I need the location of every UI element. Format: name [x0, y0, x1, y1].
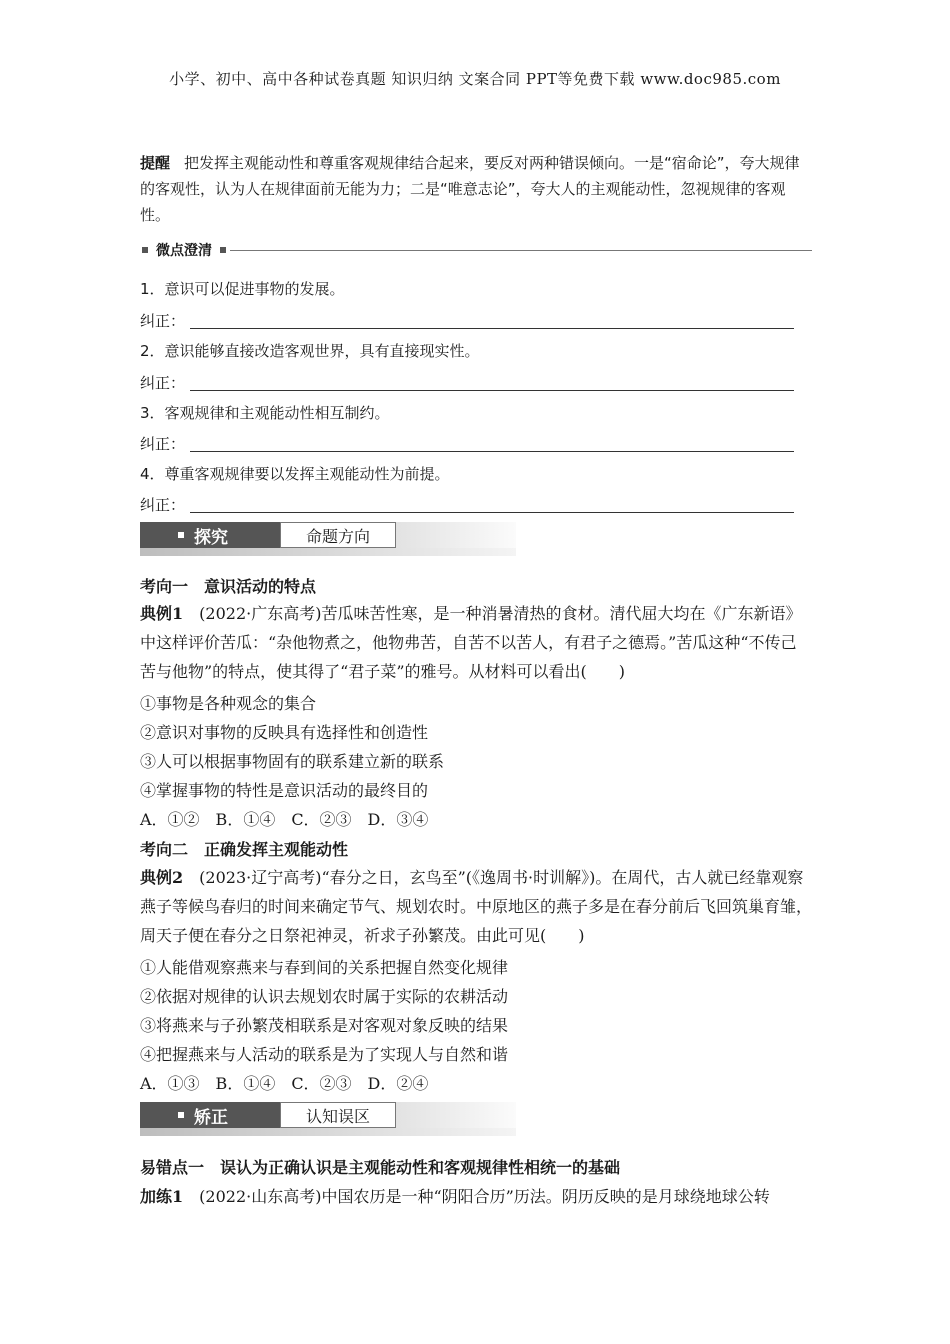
- example-1-option-1: ①事物是各种观念的集合: [140, 694, 317, 713]
- answer-line-1[interactable]: [190, 328, 794, 329]
- practice-1: [140, 1184, 820, 1207]
- banner-correct-sub: 认知误区: [280, 1102, 396, 1128]
- error-point-1-title: 易错点一 误认为正确认识是主观能动性和客观规律性相统一的基础: [140, 1158, 621, 1177]
- square-bullet-icon: [220, 247, 226, 253]
- example-2-option-2: ②依据对规律的认识去规划农时属于实际的农耕活动: [140, 987, 509, 1006]
- tip-paragraph: [140, 150, 812, 228]
- banner-explore-dark: [140, 522, 280, 548]
- example-2-option-3: ③将燕来与子孙繁茂相联系是对客观对象反映的结果: [140, 1016, 509, 1035]
- example-2-option-4: ④把握燕来与人活动的联系是为了实现人与自然和谐: [140, 1045, 509, 1064]
- square-bullet-icon: [178, 532, 184, 538]
- square-bullet-icon: [142, 247, 148, 253]
- banner-explore-sub: 命题方向: [280, 522, 396, 548]
- square-bullet-icon: [178, 1112, 184, 1118]
- banner-correct-title: 矫正: [194, 1107, 228, 1128]
- practice-1-label: 加练1: [140, 1187, 184, 1206]
- micro-item-3: 3．客观规律和主观能动性相互制约。: [140, 404, 390, 422]
- fix-label-2: 纠正：: [140, 374, 186, 392]
- example-2-text: (2023·辽宁高考)“春分之日，玄鸟至”(《逸周书·时训解》)。在周代，古人就已经靠观察燕子等候鸟春归的时间来确定节气、规划农时。中原地区的燕子多是在春分前后飞回筑巢育雏，周天子便在春分之日祭祀神灵，祈求子孙繁茂。由此可见( ): [140, 868, 813, 945]
- section-micro-clarify: [140, 240, 812, 260]
- practice-1-text: (2022·山东高考)中国农历是一种“阴阳合历”历法。阴历反映的是月球绕地球公转: [199, 1187, 770, 1206]
- example-1: [140, 599, 812, 686]
- example-1-option-2: ②意识对事物的反映具有选择性和创造性: [140, 723, 429, 742]
- page-header: 小学、初中、高中各种试卷真题 知识归纳 文案合同 PPT等免费下载 www.doc985.com: [169, 70, 781, 88]
- answer-line-3[interactable]: [190, 451, 794, 452]
- example-2-choices: A．①③ B．①④ C．②③ D．②④: [140, 1074, 429, 1093]
- example-1-choices: A．①② B．①④ C．②③ D．③④: [140, 810, 429, 829]
- example-1-text: (2022·广东高考)苦瓜味苦性寒，是一种消暑清热的食材。清代屈大均在《广东新语》中这样评价苦瓜：“杂他物煮之，他物弗苦，自苦不以苦人，有君子之德焉。”苦瓜这种“不传己苦与他物”的特点，使其得了“君子菜”的雅号。从材料可以看出( ): [140, 604, 802, 681]
- example-1-option-4: ④掌握事物的特性是意识活动的最终目的: [140, 781, 429, 800]
- micro-item-4: 4．尊重客观规律要以发挥主观能动性为前提。: [140, 465, 450, 483]
- micro-item-1: 1．意识可以促进事物的发展。: [140, 280, 345, 298]
- banner-explore: [140, 522, 516, 556]
- example-1-option-3: ③人可以根据事物固有的联系建立新的联系: [140, 752, 445, 771]
- fix-label-3: 纠正：: [140, 435, 186, 453]
- micro-item-2: 2．意识能够直接改造客观世界，具有直接现实性。: [140, 342, 480, 360]
- direction-2-title: 考向二 正确发挥主观能动性: [140, 840, 349, 859]
- example-2: [140, 863, 812, 950]
- tip-label: 提醒: [140, 154, 171, 172]
- tip-text: 把发挥主观能动性和尊重客观规律结合起来，要反对两种错误倾向。一是“宿命论”，夸大规律的客观性，认为人在规律面前无能为力；二是“唯意志论”，夸大人的主观能动性，忽视规律的客观性。: [140, 154, 800, 224]
- fix-label-4: 纠正：: [140, 496, 186, 514]
- fix-label-1: 纠正：: [140, 312, 186, 330]
- example-1-label: 典例1: [140, 604, 184, 623]
- answer-line-2[interactable]: [190, 390, 794, 391]
- example-2-label: 典例2: [140, 868, 184, 887]
- section-micro-title: 微点澄清: [156, 243, 212, 259]
- banner-correct: [140, 1102, 516, 1136]
- banner-correct-dark: [140, 1102, 280, 1128]
- direction-1-title: 考向一 意识活动的特点: [140, 577, 317, 596]
- example-2-option-1: ①人能借观察燕来与春到间的关系把握自然变化规律: [140, 958, 509, 977]
- answer-line-4[interactable]: [190, 512, 794, 513]
- banner-explore-title: 探究: [194, 527, 228, 548]
- section-rule: [230, 250, 812, 251]
